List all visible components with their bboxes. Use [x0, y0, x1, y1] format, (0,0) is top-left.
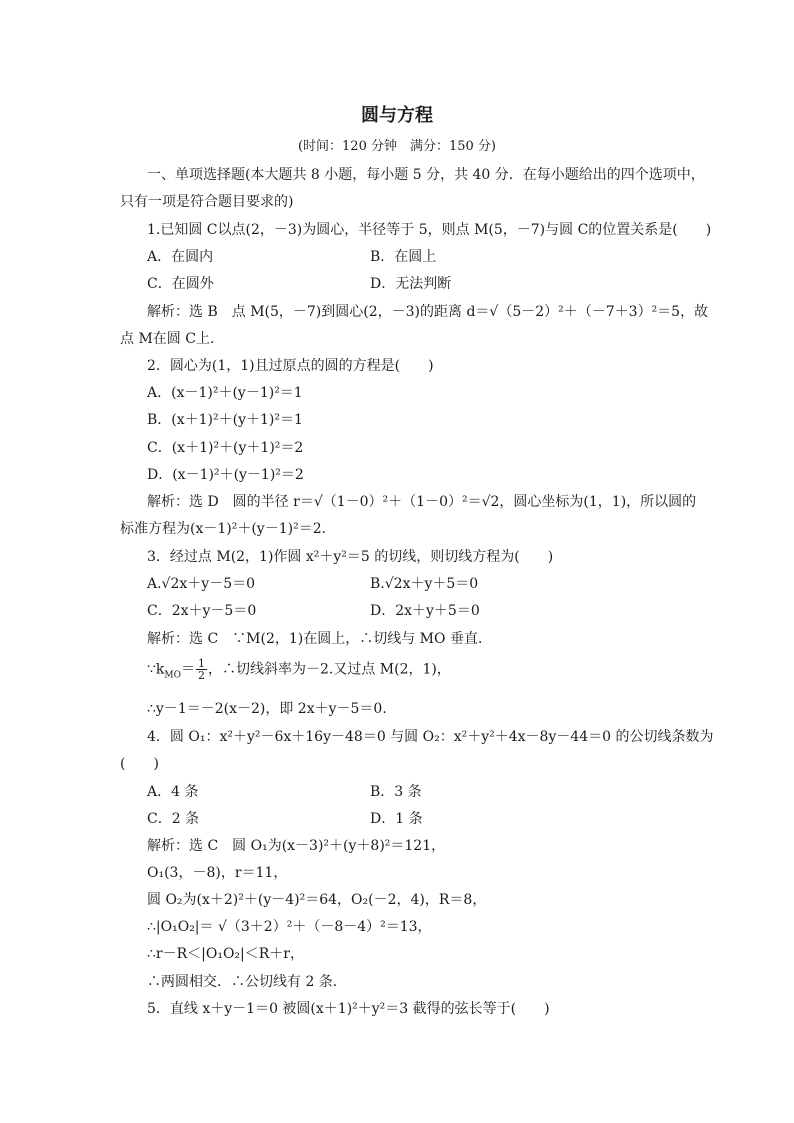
question-4-solution-line2: O₁(3，－8)，r＝11， — [147, 865, 288, 881]
slope-symbol: ∵k — [147, 661, 165, 678]
question-1-option-a: A．在圆内 — [147, 249, 214, 265]
question-3-solution-line2 — [147, 658, 451, 685]
question-3-option-d: D．2x＋y＋5＝0 — [370, 603, 480, 619]
question-4-option-a: A．4 条 — [147, 784, 199, 800]
question-4-solution-line1: 解析：选 C 圆 O₁为(x－3)²＋(y＋8)²＝121， — [147, 838, 446, 854]
question-1-solution-line1: 解析：选 B 点 M(5，－7)到圆心(2，－3)的距离 d＝√（5－2）²＋（－7＋3）²＝5，故 — [147, 304, 709, 320]
equals-sign: ＝ — [180, 661, 195, 678]
question-4-solution-line4: ∴|O₁O₂|＝ √（3＋2）²＋（－8－4）²＝13， — [147, 919, 432, 935]
question-2-solution-line1: 解析：选 D 圆的半径 r＝√（1－0）²＋（1－0）²＝√2，圆心坐标为(1，1)，所以圆的 — [147, 494, 697, 510]
slope-subscript: MO — [164, 670, 181, 681]
question-4-option-b: B．3 条 — [370, 784, 422, 800]
question-3-solution-line3: ∴y－1＝－2(x－2)，即 2x＋y－5＝0. — [147, 701, 387, 717]
fraction-one-half — [196, 658, 207, 681]
exam-meta: (时间：120 分钟 满分：150 分) — [297, 139, 497, 154]
question-3-option-c: C．2x＋y－5＝0 — [147, 603, 257, 619]
question-3-stem: 3．经过点 M(2，1)作圆 x²＋y²＝5 的切线，则切线方程为( ) — [147, 549, 554, 565]
question-2-option-d: D．(x－1)²＋(y－1)²＝2 — [147, 467, 304, 483]
question-4-stem-line1: 4．圆 O₁：x²＋y²－6x＋16y－48＝0 与圆 O₂：x²＋y²＋4x－8y－44＝0 的公切线条数为 — [147, 729, 714, 745]
question-3-solution-line1: 解析：选 C ∵M(2，1)在圆上，∴切线与 MO 垂直． — [147, 631, 492, 647]
question-4-solution-line6: ∴两圆相交．∴公切线有 2 条． — [147, 974, 347, 990]
question-4-solution-line3: 圆 O₂为(x＋2)²＋(y－4)²＝64，O₂(－2，4)，R＝8， — [147, 892, 487, 908]
fraction-denominator: 2 — [197, 669, 205, 682]
question-4-option-c: C．2 条 — [147, 811, 200, 827]
question-2-stem: 2．圆心为(1，1)且过原点的圆的方程是( ) — [147, 358, 434, 374]
question-1-stem: 1.已知圆 C以点(2，－3)为圆心，半径等于 5，则点 M(5，－7)与圆 C的位置关系是( ) — [147, 222, 712, 238]
question-4-option-d: D．1 条 — [370, 811, 423, 827]
question-3-option-a: A.√2x＋y－5＝0 — [147, 576, 256, 592]
question-1-option-c: C．在圆外 — [147, 276, 214, 292]
question-1-option-d: D．无法判断 — [370, 276, 452, 292]
question-5-stem: 5．直线 x＋y－1＝0 被圆(x＋1)²＋y²＝3 截得的弦长等于( ) — [147, 1001, 550, 1017]
question-2-option-c: C．(x＋1)²＋(y＋1)²＝2 — [147, 440, 304, 456]
slope-conclusion: ，∴切线斜率为－2.又过点 M(2，1)， — [207, 661, 451, 678]
question-2-option-b: B．(x＋1)²＋(y＋1)²＝1 — [147, 412, 303, 428]
section-heading-line1: 一、单项选择题(本大题共 8 小题，每小题 5 分，共 40 分．在每小题给出的四个选项中， — [147, 167, 705, 183]
question-2-solution-line2: 标准方程为(x－1)²＋(y－1)²＝2. — [120, 521, 327, 537]
fraction-numerator: 1 — [197, 657, 205, 670]
question-4-solution-line5: ∴r－R＜|O₁O₂|＜R＋r， — [147, 946, 304, 962]
section-heading-line2: 只有一项是符合题目要求的) — [120, 194, 294, 210]
question-1-solution-line2: 点 M在圆 C上． — [120, 331, 224, 347]
page-title: 圆与方程 — [361, 105, 433, 126]
question-1-option-b: B．在圆上 — [370, 249, 437, 265]
question-2-option-a: A．(x－1)²＋(y－1)²＝1 — [147, 385, 303, 401]
question-4-stem-line2: ( ) — [120, 756, 159, 772]
question-3-option-b: B.√2x＋y＋5＝0 — [370, 576, 479, 592]
